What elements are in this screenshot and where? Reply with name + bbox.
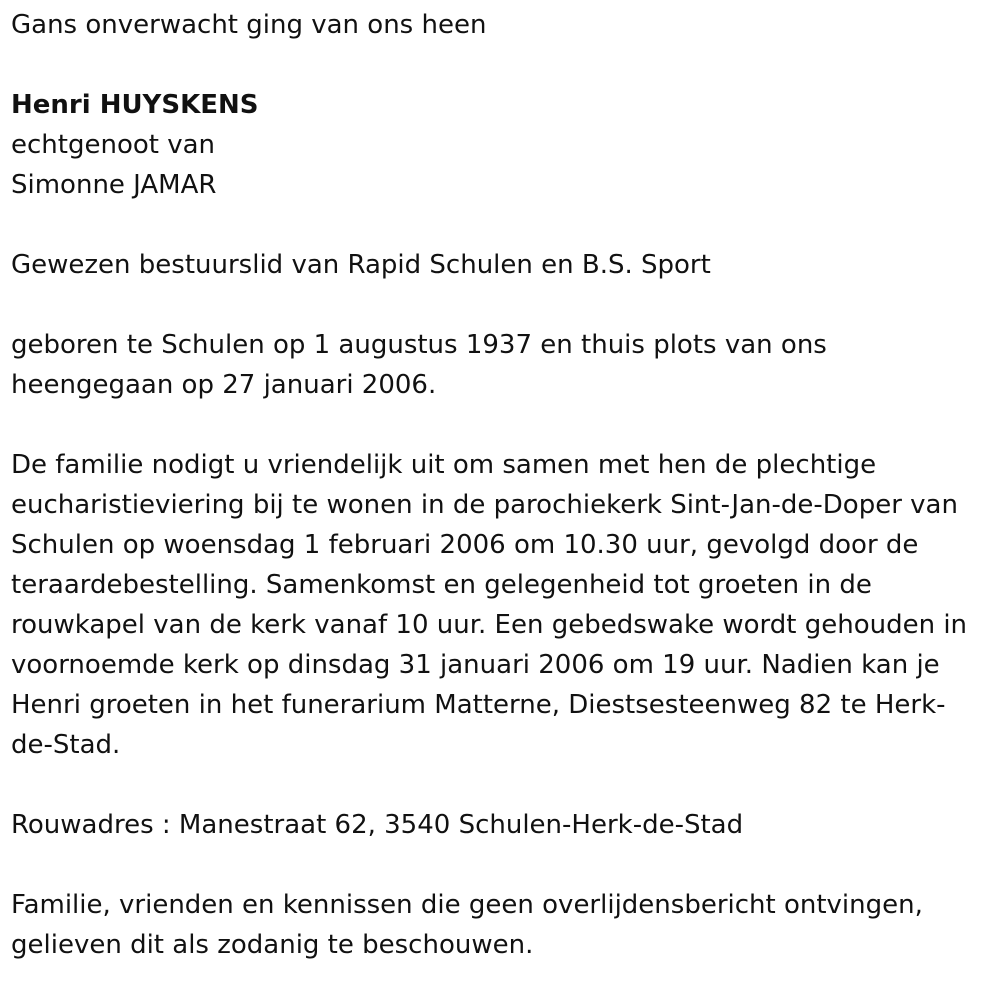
obituary-notice [11,5,986,965]
closing-text: Familie, vrienden en kennissen die geen overlijdensbericht ontvingen, gelieven dit als zodanig te beschouwen. [11,890,923,960]
intro-line: Gans onverwacht ging van ons heen [11,10,487,40]
mourning-address: Rouwadres : Manestraat 62, 3540 Schulen-Herk-de-Stad [11,810,744,840]
role-text: Gewezen bestuurslid van Rapid Schulen en B.S. Sport [11,250,711,280]
deceased-name: Henri HUYSKENS [11,90,259,120]
spouse-name: Simonne JAMAR [11,170,217,200]
relation-text: echtgenoot van [11,130,216,160]
ceremony-text: De familie nodigt u vriendelijk uit om samen met hen de plechtige eucharistieviering bij te wonen in de parochiekerk Sint-Jan-de-Doper van Schulen op woensdag 1 februari 2006 om 10.30 uur, gevolgd door de teraardebestelling. Samenkomst en gelegenheid tot groeten in de rouwkapel van de kerk vanaf 10 uur. Een gebedswake wordt gehouden in voornoemde kerk op dinsdag 31 januari 2006 om 19 uur. Nadien kan je Henri groeten in het funerarium Matterne, Diestsesteenweg 82 te Herk-de-Stad. [11,450,968,760]
birth-death-text: geboren te Schulen op 1 augustus 1937 en thuis plots van ons heengegaan op 27 januari 2006. [11,330,827,400]
